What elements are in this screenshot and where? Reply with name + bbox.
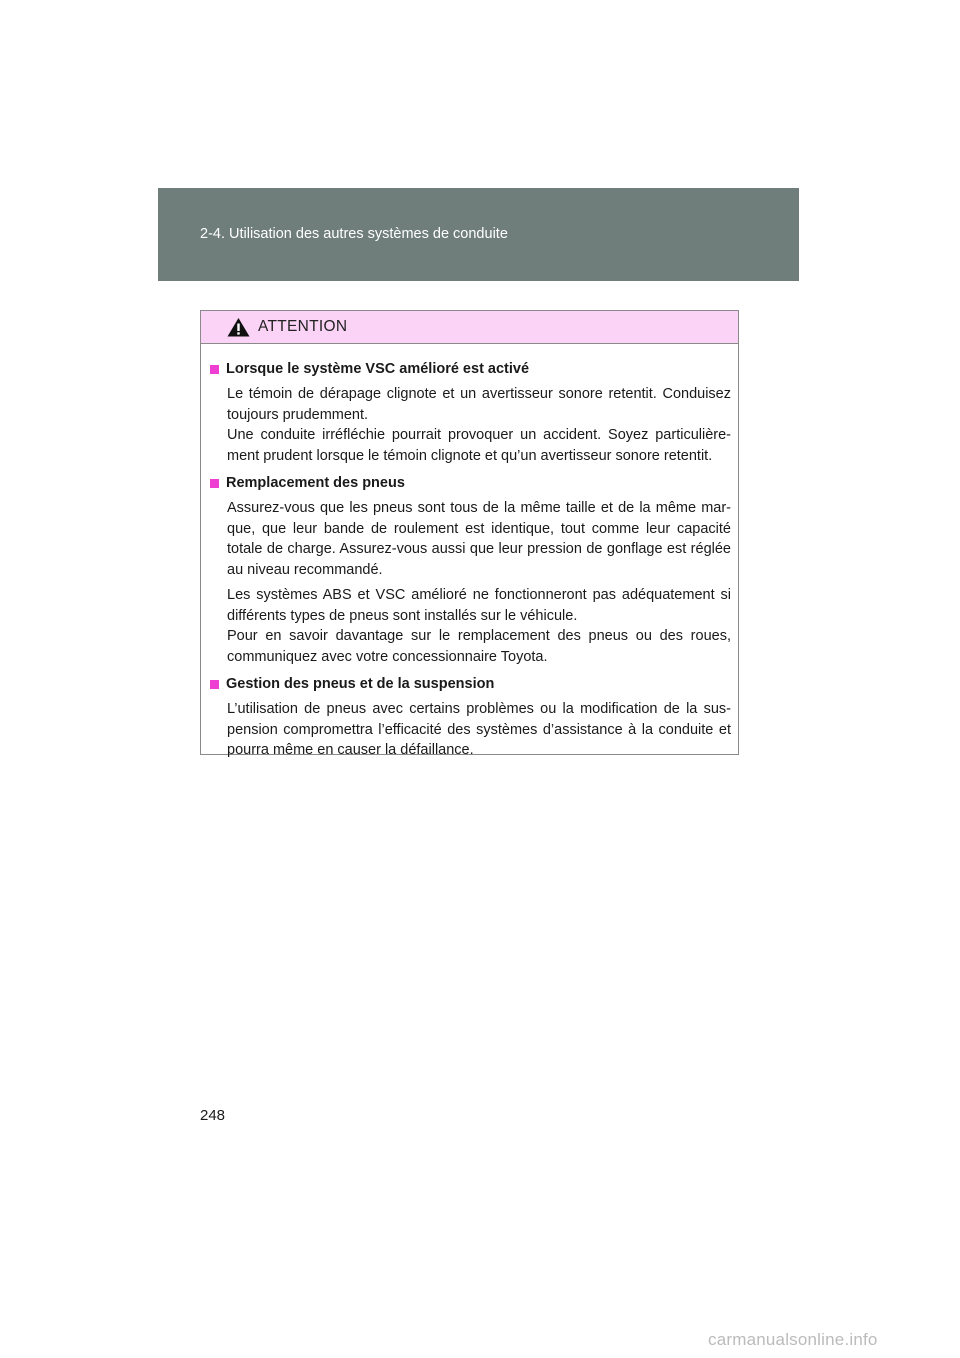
warning-triangle-icon <box>227 317 250 337</box>
section-title <box>210 673 731 695</box>
paragraph-text: Le témoin de dérapage clignote et un avertisseur sonore retentit. Conduisez toujours prudemment. <box>227 386 731 423</box>
paragraph-text: Les systèmes ABS et VSC amélioré ne fonctionneront pas adéquatement si différents types de pneus sont installés sur le véhicule. <box>227 587 731 624</box>
attention-box <box>200 310 739 758</box>
bullet-square-icon <box>210 479 219 488</box>
attention-body <box>201 344 738 761</box>
section-title-text: Remplacement des pneus <box>226 475 405 491</box>
paragraph-text: Une conduite irréfléchie pourrait provoquer un accident. Soyez particulière-ment prudent lorsque le témoin clignote et qu’un avertisseur sonore retentit. <box>227 427 731 464</box>
watermark: carmanualsonline.info <box>708 1330 878 1349</box>
section-title-text: Lorsque le système VSC amélioré est activé <box>226 361 530 377</box>
paragraph-text: Pour en savoir davantage sur le remplacement des pneus ou des roues, communiquez avec votre concessionnaire Toyota. <box>227 628 731 665</box>
chapter-header-band <box>158 188 799 281</box>
chapter-title: 2-4. Utilisation des autres systèmes de conduite <box>200 226 508 242</box>
section-tire-suspension <box>210 673 731 761</box>
section-vsc-active <box>210 358 731 466</box>
attention-label: ATTENTION <box>258 318 348 335</box>
section-title-text: Gestion des pneus et de la suspension <box>226 676 495 692</box>
paragraph <box>227 384 731 466</box>
page-number: 248 <box>200 1107 226 1124</box>
paragraph <box>227 585 731 667</box>
bullet-square-icon <box>210 680 219 689</box>
section-title <box>210 472 731 494</box>
paragraph: L’utilisation de pneus avec certains problèmes ou la modification de la sus-pension compromettra l’efficacité des systèmes d’assistance à la conduite et pourra même en causer la défaillance. <box>227 701 731 758</box>
bullet-square-icon <box>210 365 219 374</box>
section-title <box>210 358 731 380</box>
section-tire-replacement <box>210 472 731 667</box>
paragraph: Assurez-vous que les pneus sont tous de la même taille et de la même mar-que, que leur bande de roulement est identique, tout comme leur capacité totale de charge. Assurez-vous aussi que leur pression de gonflage est réglée au niveau recommandé. <box>227 500 731 578</box>
attention-header <box>201 311 738 344</box>
